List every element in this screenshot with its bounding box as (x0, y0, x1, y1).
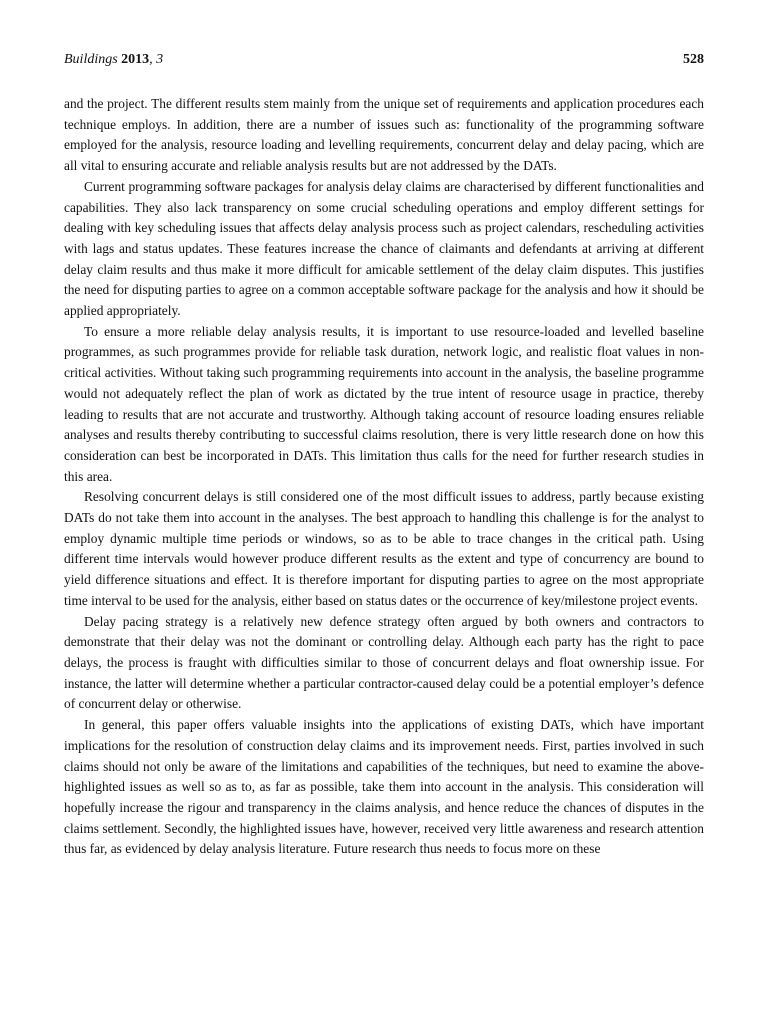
journal-year: 2013 (121, 52, 150, 67)
journal-volume: 3 (156, 52, 164, 67)
paragraph-4: Resolving concurrent delays is still considered one of the most difficult issues to address, partly because existing DATs do not take them into account in the analyses. The best approach to handling this challenge is for the analyst to employ dynamic multiple time periods or windows, so as to be able to trace changes in the critical path. Using different time intervals would however produce different results as the extent and type of concurrency are bound to yield difference situations and effect. It is therefore important for disputing parties to agree on the most appropriate time interval to be used for the analysis, either based on status dates or the occurrence of key/milestone project events. (64, 489, 704, 608)
paragraph-5: Delay pacing strategy is a relatively new defence strategy often argued by both owners and contractors to demonstrate that their delay was not the dominant or controlling delay. Although each party has the right to pace delays, the process is fraught with difficulties similar to those of concurrent delays and float ownership issue. For instance, the latter will determine whether a particular contractor-caused delay could be a potential employer’s defence of concurrent delay or otherwise. (64, 613, 704, 712)
paragraph-1: and the project. The different results stem mainly from the unique set of requirements and application procedures each technique employs. In addition, there are a number of issues such as: functionality of the programming software employed for the analysis, resource loading and levelling requirements, concurrent delay and delay pacing, which are all vital to ensuring accurate and reliable analysis results but are not addressed by the DATs. (64, 96, 704, 174)
body-text (64, 94, 704, 860)
paragraph-3: To ensure a more reliable delay analysis results, it is important to use resource-loaded and levelled baseline programmes, as such programmes provide for reliable task duration, network logic, and realistic float values in non-critical activities. Without taking such programming requirements into account in the analysis, the baseline programme would not adequately reflect the plan of work as dictated by the true intent of resource usage in practice, thereby leading to results that are not accurate and trustworthy. Although taking account of resource loading ensures reliable analyses and results thereby contributing to successful claims resolution, there is very little research done on how this consideration can best be incorporated in DATs. This limitation thus calls for the need for further research studies in this area. (64, 323, 704, 484)
document-page (64, 52, 704, 860)
paragraph-6: In general, this paper offers valuable insights into the applications of existing DATs, which have important implications for the resolution of construction delay claims and its improvement needs. First, parties involved in such claims should not only be aware of the limitations and capabilities of the techniques, but need to examine the above-highlighted issues as well so as to, as far as possible, take them into account in the analysis. This consideration will hopefully increase the rigour and transparency in the claims analysis, and hence reduce the chances of disputes in the claims settlement. Secondly, the highlighted issues have, however, received very little awareness and research attention thus far, as evidenced by delay analysis literature. Future research thus needs to focus more on these (64, 717, 704, 857)
running-header (64, 52, 704, 74)
journal-citation: Buildings 2013, 3 (64, 52, 164, 67)
journal-name: Buildings (64, 52, 118, 67)
page-number: 528 (683, 52, 704, 67)
paragraph-2: Current programming software packages for analysis delay claims are characterised by different functionalities and capabilities. They also lack transparency on some crucial scheduling operations and employ different settings for dealing with key scheduling issues that affects delay analysis process such as project calendars, rescheduling activities with lags and status updates. These features increase the chance of claimants and defendants at arriving at different delay claim results and thus make it more difficult for amicable settlement of the delay claim disputes. This justifies the need for disputing parties to agree on a common acceptable software package for the analysis and how it should be applied appropriately. (64, 178, 704, 319)
